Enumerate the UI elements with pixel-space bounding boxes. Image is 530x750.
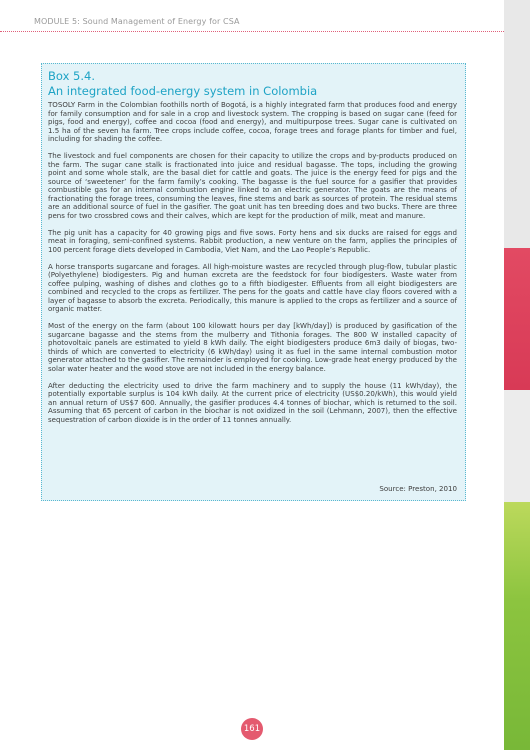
paragraph: The pig unit has a capacity for 40 growing pigs and five sows. Forty hens and six ducks are raised for eggs and meat in foraging, semi-confined systems. Rabbit production, a new venture on the farm, applies the principles of 100 percent forage diets developed in Cambodia, Viet Nam, and the Lao People’s Republic. [48,227,457,254]
side-color-tab [504,0,530,750]
box-title: An integrated food-energy system in Colombia [48,84,318,98]
box-body [48,101,457,433]
paragraph: After deducting the electricity used to drive the farm machinery and to supply the house (11 kWh/day), the potentially exportable surplus is 104 kWh daily. At the current price of electricity (US$0.20/kWh), this would yield an annual return of US$7 600. Annually, the gasifier produces 4.4 tonnes of biochar, which is returned to the soil. Assuming that 65 percent of carbon in the biochar is not oxidized in the soil (Lehmann, 2007), then the effective sequestration of carbon dioxide is in the order of 11 tonnes annually. [48,380,457,424]
source-citation: Source: Preston, 2010 [379,484,457,493]
paragraph: A horse transports sugarcane and forages. All high-moisture wastes are recycled through plug-flow, tubular plastic (Polyethylene) biodigesters. Pig and human excreta are the feedstock for four biodigesters. Waste water from coffee pulping, washing of dishes and clothes go to a fifth biodigester. Effluents from all eight biodigesters are combined and recycled to the crops as fertilizer. The pens for the goats and cattle have clay floors covered with a layer of bagasse to absorb the excreta. Periodically, this manure is applied to the crops as fertilizer and a source of organic matter. [48,261,457,314]
box-heading [48,69,317,99]
paragraph: Most of the energy on the farm (about 100 kilowatt hours per day [kWh/day]) is produced by gasification of the sugarcane bagasse and the stems from the mulberry and Tithonia forages. The 800 W installed capacity of photovoltaic panels are estimated to yield 8 kWh daily. The eight biodigesters produce 6m3 daily of biogas, two-thirds of which are converted to electricity (6 kWh/day) using it as fuel in the same internal combustion motor generator attached to the gasifier. The remainder is employed for cooking. Low-grade heat energy produced by the solar water heater and the wood stove are not included in the energy balance. [48,321,457,373]
header-divider [0,31,504,32]
running-header: MODULE 5: Sound Management of Energy for CSA [34,17,240,26]
box-label: Box 5.4. [48,69,95,83]
paragraph: TOSOLY Farm in the Colombian foothills north of Bogotá, is a highly integrated farm that produces food and energy for family consumption and for sale in a crop and livestock system. The cropping is based on sugar cane (feed for pigs, food and energy), coffee and cocoa (food and energy), and multipurpose trees. Sugar cane is cultivated on 1.5 ha of the seven ha farm. Tree crops include coffee, cocoa, forage trees and forage plants for timber and fuel, including for shading the coffee. [48,100,457,143]
page-number-badge: 161 [241,718,263,740]
paragraph: The livestock and fuel components are chosen for their capacity to utilize the crops and by-products produced on the farm. The sugar cane stalk is fractionated into juice and residual bagasse. The tops, including the growing point and some whole stalk, are the basal diet for cattle and goats. The juice is the energy feed for pigs and the source of ‘sweetener’ for the farm family’s cooking. The bagasse is the fuel source for a gasifier that provides combustible gas for an internal combustion engine linked to an electric generator. The goats are the means of fractionating the forage trees, consuming the leaves, fine stems and bark as sources of protein. The residual stems are an additional source of fuel in the gasifier. The goat unit has ten breeding does and two bucks. There are three pens for two crossbred cows and their calves, which are kept for the production of milk, meat and manure. [48,151,457,220]
